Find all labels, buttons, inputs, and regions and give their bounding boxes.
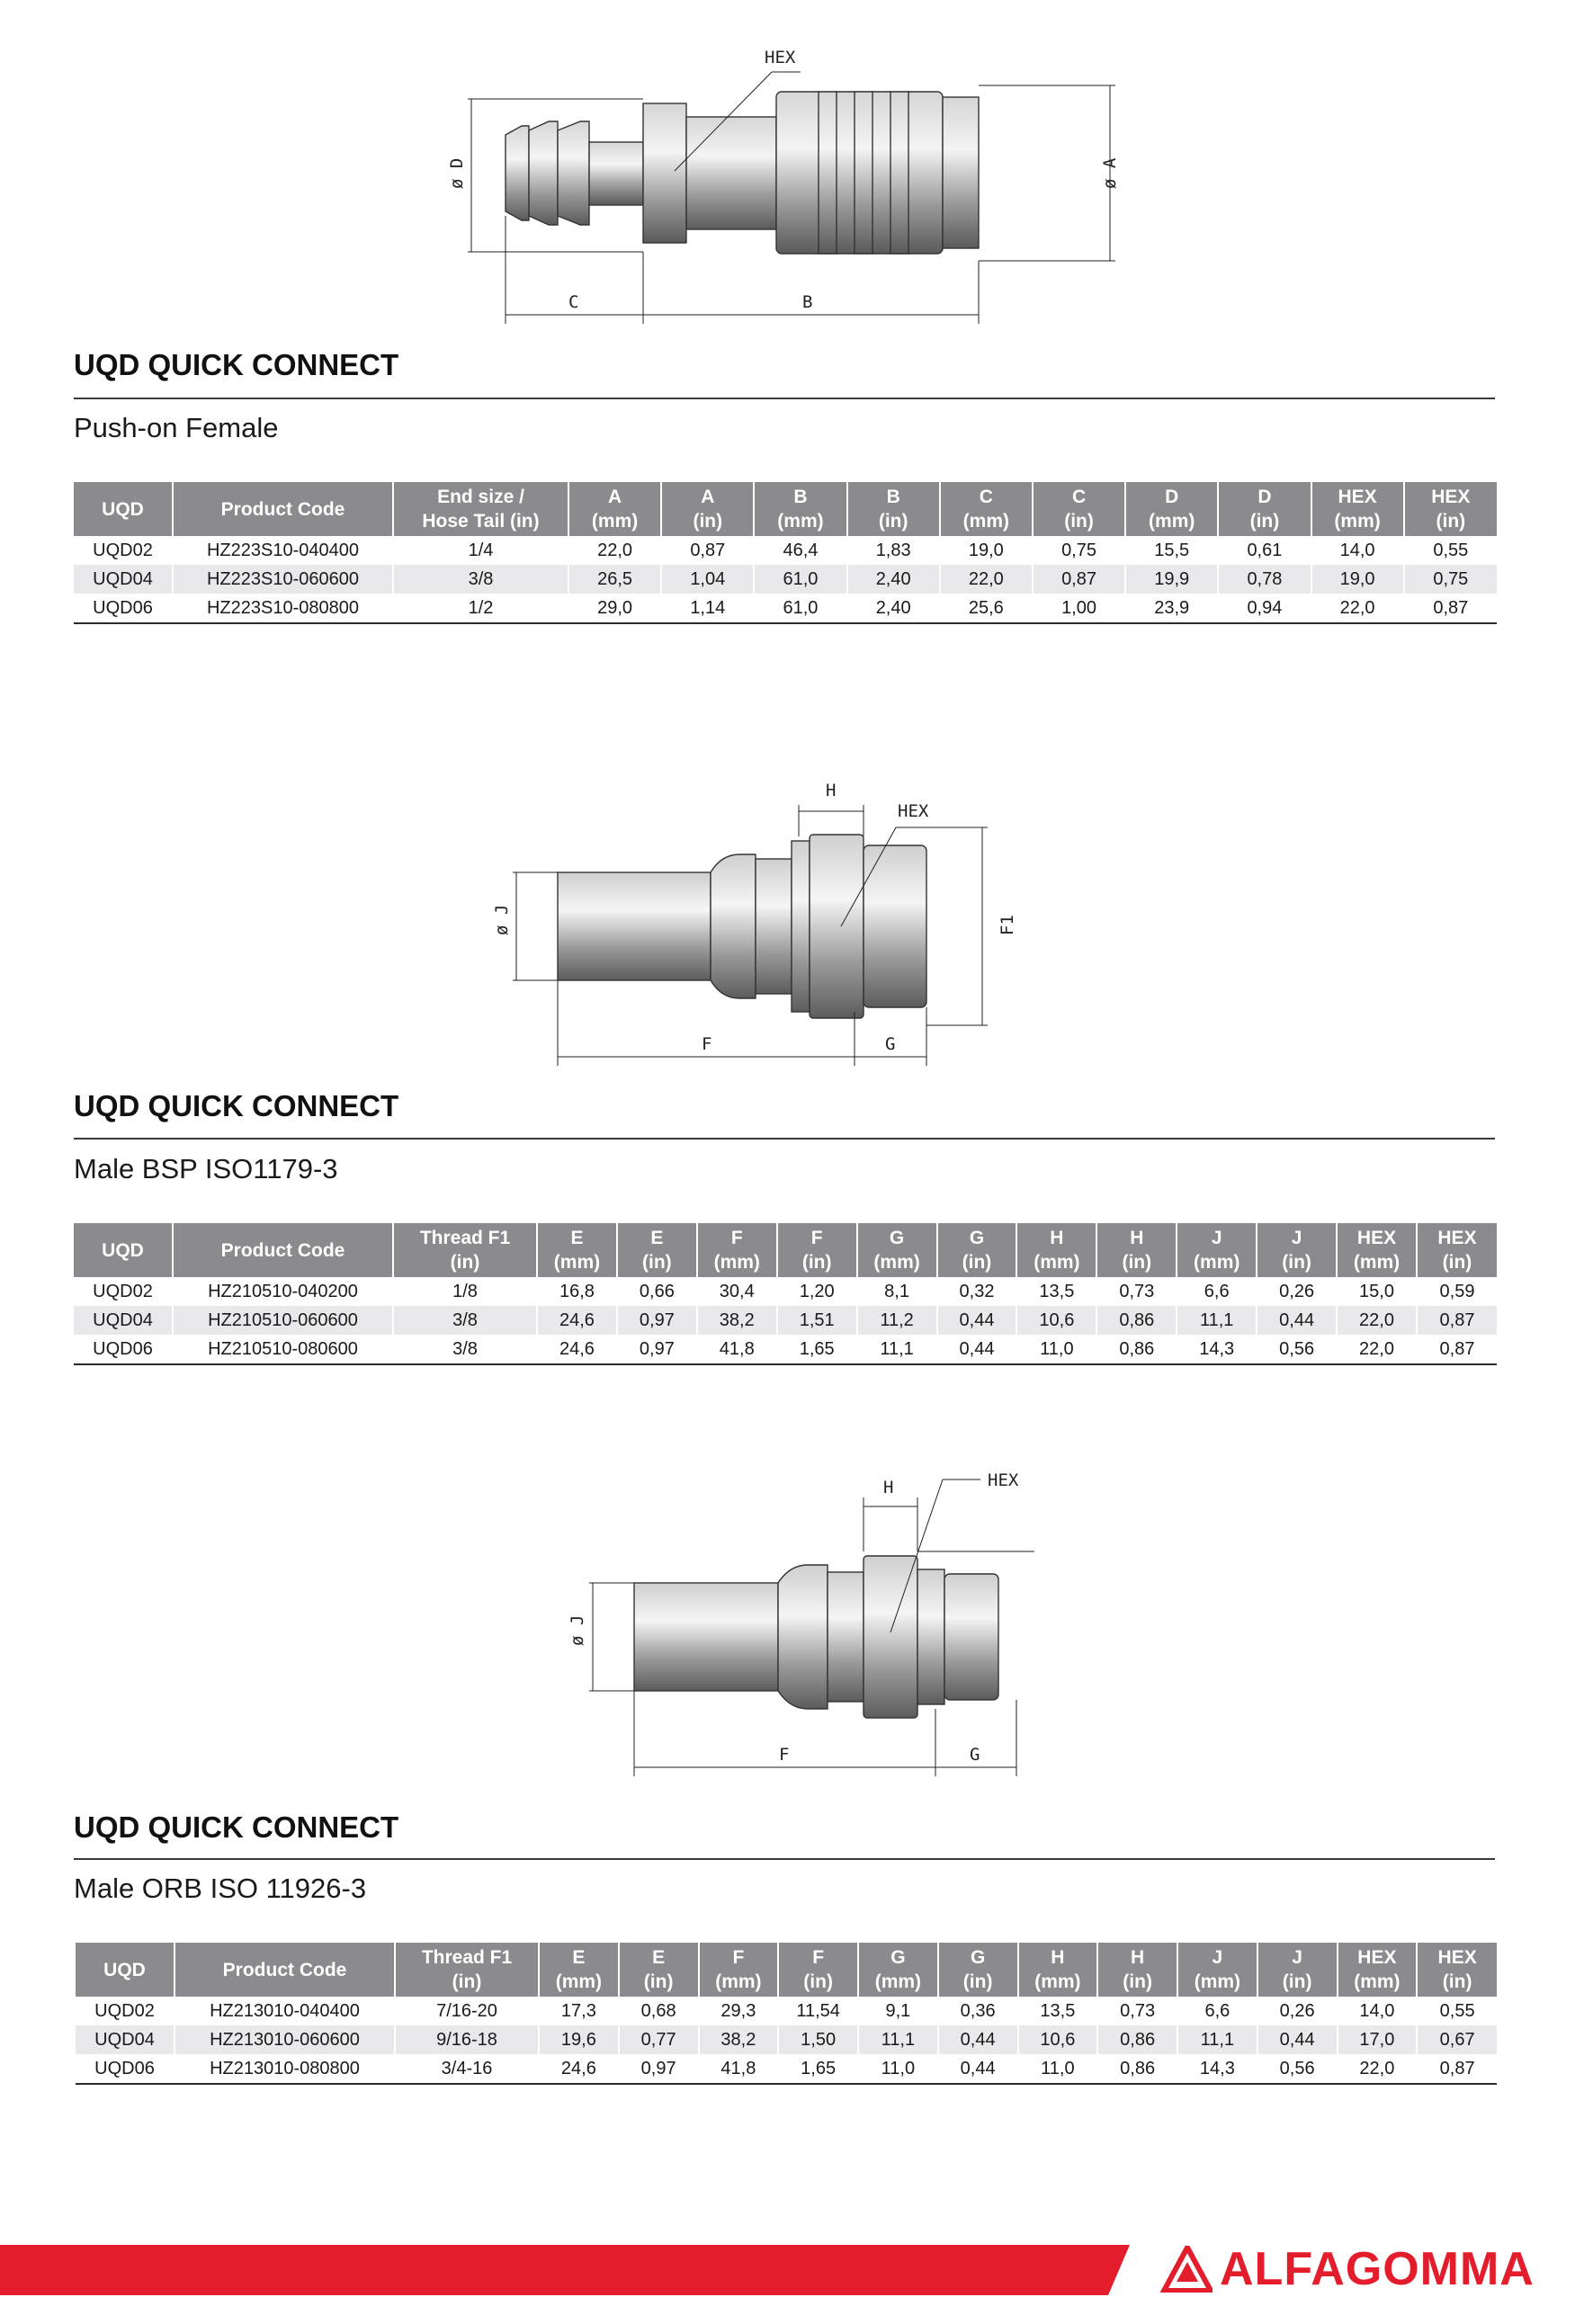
column-header-unit: (mm) [553, 1252, 601, 1273]
table-cell: 16,8 [537, 1277, 617, 1306]
table-cell: 0,86 [1097, 2054, 1177, 2084]
table-cell: HZ210510-080600 [173, 1335, 393, 1364]
column-header-name: H [1131, 1947, 1145, 1968]
column-header [1417, 1223, 1497, 1277]
b-label: B [802, 292, 813, 312]
table-cell: 1,83 [847, 536, 940, 565]
column-header [1337, 1223, 1417, 1277]
column-header [1177, 1223, 1257, 1277]
table-cell: 11,1 [857, 1335, 937, 1364]
column-header-name: Product Code [220, 1239, 345, 1261]
column-header [697, 1223, 777, 1277]
column-header [661, 482, 754, 536]
table-cell: 0,87 [1417, 2054, 1497, 2084]
h-label: H [883, 1478, 894, 1497]
section-3-rule [74, 1858, 1495, 1860]
column-header-unit: (in) [1123, 1971, 1152, 1992]
column-header-unit: (mm) [1354, 1971, 1401, 1992]
table-cell: UQD02 [76, 1997, 175, 2025]
table-cell: UQD06 [74, 594, 173, 623]
column-header-unit: (in) [642, 1252, 672, 1273]
table-cell: 29,3 [699, 1997, 779, 2025]
table-cell: 0,44 [1257, 1306, 1337, 1335]
hex-label: HEX [988, 1470, 1019, 1490]
table-cell: 3/8 [393, 565, 568, 594]
column-header-name: A [608, 487, 622, 507]
column-header [537, 1223, 617, 1277]
column-header [395, 1943, 539, 1997]
table-cell: 14,0 [1311, 536, 1404, 565]
table-cell: 0,87 [1417, 1335, 1497, 1364]
table-cell: 11,54 [778, 1997, 858, 2025]
table-cell: 0,44 [937, 1335, 1017, 1364]
table-cell: 11,0 [858, 2054, 938, 2084]
table-cell: 8,1 [857, 1277, 937, 1306]
column-header-name: UQD [102, 498, 144, 520]
table-cell: 61,0 [754, 594, 846, 623]
table-header-row [76, 1943, 1497, 1997]
j-label: ø J [568, 1614, 587, 1646]
column-header [617, 1223, 697, 1277]
column-header-name: Product Code [220, 498, 345, 520]
a-label: ø A [1100, 157, 1120, 189]
h-label: H [826, 781, 837, 800]
footer-band-shape [0, 2245, 1130, 2295]
column-header-unit: (in) [452, 1971, 482, 1992]
table-cell: 6,6 [1177, 1997, 1257, 2025]
section-1-title: UQD QUICK CONNECT [74, 348, 399, 381]
column-header-unit: (mm) [1194, 1971, 1241, 1992]
column-header-name: HEX [1356, 1228, 1397, 1248]
column-header-unit: Hose Tail (in) [422, 511, 540, 532]
column-header-unit: (mm) [713, 1252, 760, 1273]
table-cell: 0,87 [1417, 1306, 1497, 1335]
column-header [937, 1223, 1017, 1277]
table-row [74, 1335, 1497, 1364]
table-cell: 0,26 [1257, 1277, 1337, 1306]
column-header-name: F [732, 1947, 745, 1968]
column-header [1097, 1943, 1177, 1997]
column-header-unit: (in) [1436, 511, 1466, 532]
table-cell: 1/4 [393, 536, 568, 565]
column-header-name: HEX [1437, 1947, 1477, 1968]
table-row [76, 2054, 1497, 2084]
column-header-unit: (mm) [715, 1971, 762, 1992]
column-header-name: A [701, 487, 715, 507]
table-cell: 17,0 [1338, 2025, 1418, 2054]
table-cell: 11,0 [1018, 2054, 1098, 2084]
hex-label: HEX [898, 801, 929, 821]
table-cell: 0,97 [617, 1306, 697, 1335]
column-header-unit: (in) [693, 511, 723, 532]
column-header [938, 1943, 1018, 1997]
table-cell: 11,1 [858, 2025, 938, 2054]
table-cell: 22,0 [940, 565, 1033, 594]
table-cell: 3/4-16 [395, 2054, 539, 2084]
column-header [1033, 482, 1125, 536]
column-header-unit: (in) [1249, 511, 1280, 532]
column-header-name: HEX [1437, 1228, 1477, 1248]
table-cell: 11,1 [1177, 2025, 1257, 2054]
table-cell: 11,2 [857, 1306, 937, 1335]
column-header-name: G [890, 1947, 906, 1968]
column-header-name: G [970, 1947, 986, 1968]
table-cell: 41,8 [697, 1335, 777, 1364]
table-cell: 2,40 [847, 594, 940, 623]
column-header-unit: (in) [801, 1252, 832, 1273]
column-header [940, 482, 1033, 536]
table-cell: 22,0 [1338, 2054, 1418, 2084]
column-header-unit: (in) [1282, 1252, 1311, 1273]
table-cell: 0,73 [1096, 1277, 1177, 1306]
column-header-name: Product Code [222, 1959, 347, 1980]
column-header-name: E [650, 1228, 664, 1248]
column-header-name: UQD [102, 1239, 144, 1261]
column-header-name: UQD [103, 1959, 146, 1980]
column-header [1218, 482, 1311, 536]
column-header-name: F [810, 1228, 823, 1248]
column-header-unit: (mm) [1353, 1252, 1401, 1273]
table-cell: 22,0 [1337, 1335, 1417, 1364]
column-header [1404, 482, 1497, 536]
table-cell: 0,86 [1096, 1335, 1177, 1364]
table-cell: 1,51 [777, 1306, 857, 1335]
f-label: F [702, 1034, 712, 1054]
table-cell: 25,6 [940, 594, 1033, 623]
table-cell: 61,0 [754, 565, 846, 594]
table-cell: 13,5 [1018, 1997, 1098, 2025]
column-header-unit: (mm) [962, 511, 1010, 532]
section-1-rule [74, 398, 1495, 399]
column-header [1125, 482, 1218, 536]
table-row [76, 1997, 1497, 2025]
table-cell: 17,3 [539, 1997, 619, 2025]
column-header-unit: (mm) [777, 511, 824, 532]
column-header [76, 1943, 175, 1997]
table-header-row [74, 482, 1497, 536]
j-label: ø J [492, 904, 512, 935]
table-cell: 1,14 [661, 594, 754, 623]
g-label: G [970, 1745, 980, 1765]
column-header-unit: (mm) [555, 1971, 603, 1992]
column-header-name: H [1130, 1228, 1144, 1248]
column-header-unit: (mm) [873, 1252, 920, 1273]
table-cell: 1,04 [661, 565, 754, 594]
column-header-name: End size / [437, 487, 524, 507]
column-header [754, 482, 846, 536]
column-header-name: C [1071, 487, 1087, 507]
column-header-unit: (mm) [1194, 1252, 1240, 1273]
column-header [857, 1223, 937, 1277]
table-cell: 0,97 [617, 1335, 697, 1364]
table-cell: 19,0 [1311, 565, 1404, 594]
column-header [1096, 1223, 1177, 1277]
column-header-unit: (in) [803, 1971, 833, 1992]
section-2-title: UQD QUICK CONNECT [74, 1089, 399, 1122]
d-label: ø D [447, 157, 467, 189]
section-2-subtitle: Male BSP ISO1179-3 [74, 1153, 338, 1184]
column-header-name: F [730, 1228, 743, 1248]
column-header-name: HEX [1338, 487, 1377, 507]
table-row [74, 1277, 1497, 1306]
table-cell: HZ210510-060600 [173, 1306, 393, 1335]
table-cell: 0,55 [1439, 2000, 1475, 2021]
table-cell: 38,2 [697, 1306, 777, 1335]
table-row [74, 565, 1497, 594]
column-header-name: G [889, 1228, 905, 1248]
column-header-name: HEX [1431, 487, 1471, 507]
table-cell: 0,77 [619, 2025, 699, 2054]
table-cell: 0,44 [937, 1306, 1017, 1335]
table-cell: 0,36 [938, 1997, 1018, 2025]
male-bsp-table [74, 1223, 1497, 1365]
column-header-name: D [1257, 487, 1272, 507]
table-row [74, 536, 1497, 565]
table-row [74, 1306, 1497, 1335]
table-cell: 0,75 [1033, 536, 1125, 565]
male-orb-table [76, 1943, 1497, 2085]
column-header [777, 1223, 857, 1277]
table-cell: 0,66 [617, 1277, 697, 1306]
table-cell: 0,44 [938, 2054, 1018, 2084]
column-header [858, 1943, 938, 1997]
table-cell: UQD02 [74, 1277, 173, 1306]
table-cell: 0,78 [1218, 565, 1311, 594]
column-header-unit: (in) [1064, 511, 1094, 532]
table-cell: 3/8 [393, 1306, 537, 1335]
column-header [1257, 1943, 1338, 1997]
table-cell: 14,3 [1177, 2054, 1257, 2084]
column-header-name: E [572, 1947, 586, 1968]
section-3-title: UQD QUICK CONNECT [74, 1810, 399, 1844]
table-cell: 13,5 [1016, 1277, 1096, 1306]
table-cell: 0,75 [1404, 565, 1497, 594]
column-header-name: Thread F1 [421, 1947, 513, 1968]
table-cell: 19,6 [539, 2025, 619, 2054]
column-header [539, 1943, 619, 1997]
column-header-unit: (in) [962, 1971, 993, 1992]
table-cell: 19,9 [1125, 565, 1218, 594]
table-cell: 0,94 [1218, 594, 1311, 623]
table-cell: 1/2 [393, 594, 568, 623]
table-cell: 10,6 [1018, 2025, 1098, 2054]
brand-name: ALFAGOMMA [1220, 2243, 1535, 2295]
column-header [1257, 1223, 1337, 1277]
column-header-unit: (in) [878, 511, 908, 532]
column-header-unit: (mm) [1034, 1971, 1081, 1992]
column-header [847, 482, 940, 536]
table-cell: HZ223S10-040400 [173, 536, 393, 565]
column-header [74, 1223, 173, 1277]
hex-label: HEX [765, 48, 796, 67]
table-cell: 22,0 [568, 536, 661, 565]
column-header-name: J [1212, 1947, 1223, 1968]
table-cell: 0,44 [1257, 2025, 1338, 2054]
column-header [1018, 1943, 1098, 1997]
table-cell: 9,1 [858, 1997, 938, 2025]
column-header [1177, 1943, 1257, 1997]
push-on-female-table [74, 482, 1497, 624]
column-header-unit: (in) [962, 1252, 992, 1273]
male-bsp-drawing [486, 755, 1043, 1079]
column-header-name: E [652, 1947, 666, 1968]
column-header-unit: (in) [450, 1252, 480, 1273]
table-cell: 23,9 [1125, 594, 1218, 623]
table-cell: 7/16-20 [395, 1997, 539, 2025]
table-cell: 0,56 [1257, 2054, 1338, 2084]
column-header [393, 1223, 537, 1277]
column-header-name: B [886, 487, 900, 507]
male-orb-drawing [558, 1448, 1061, 1790]
table-row [76, 2025, 1497, 2054]
column-header-unit: (mm) [874, 1971, 922, 1992]
section-2-rule [74, 1138, 1495, 1140]
column-header-name: J [1211, 1228, 1222, 1248]
table-cell: HZ223S10-060600 [173, 565, 393, 594]
column-header [393, 482, 568, 536]
table-cell: 14,0 [1338, 1997, 1418, 2025]
table-cell: UQD04 [74, 565, 173, 594]
table-cell: 24,6 [537, 1306, 617, 1335]
table-cell: 15,5 [1125, 536, 1218, 565]
table-header-row [74, 1223, 1497, 1277]
push-on-female-drawing [432, 36, 1151, 333]
table-cell: 46,4 [754, 536, 846, 565]
table-cell: 0,56 [1257, 1335, 1337, 1364]
table-cell: 0,86 [1097, 2025, 1177, 2054]
column-header [74, 482, 173, 536]
table-cell: 29,0 [568, 594, 661, 623]
table-cell: 38,2 [699, 2025, 779, 2054]
table-cell: 14,3 [1177, 1335, 1257, 1364]
column-header-name: H [1051, 1947, 1065, 1968]
table-cell: 3/8 [393, 1335, 537, 1364]
column-header-name: E [570, 1228, 584, 1248]
table-cell: 0,55 [1433, 540, 1469, 560]
table-cell: 15,0 [1337, 1277, 1417, 1306]
table-cell: 11,0 [1016, 1335, 1096, 1364]
table-cell: 0,73 [1097, 1997, 1177, 2025]
table-cell: HZ213010-080800 [175, 2054, 395, 2084]
column-header-name: C [979, 487, 993, 507]
table-cell: 1,00 [1033, 594, 1125, 623]
table-cell: UQD04 [74, 1306, 173, 1335]
table-cell: 0,44 [938, 2025, 1018, 2054]
table-cell: UQD06 [76, 2054, 175, 2084]
column-header-name: B [793, 487, 808, 507]
column-header [778, 1943, 858, 1997]
table-row [74, 594, 1497, 623]
section-1-subtitle: Push-on Female [74, 412, 279, 443]
column-header [175, 1943, 395, 1997]
table-cell: 24,6 [539, 2054, 619, 2084]
column-header [173, 482, 393, 536]
table-cell: 0,26 [1257, 1997, 1338, 2025]
column-header-unit: (mm) [1034, 1252, 1080, 1273]
table-cell: 0,61 [1218, 536, 1311, 565]
table-cell: HZ210510-040200 [173, 1277, 393, 1306]
table-cell: 0,67 [1417, 2025, 1497, 2054]
section-3-subtitle: Male ORB ISO 11926-3 [74, 1873, 367, 1904]
table-cell: 1,65 [778, 2054, 858, 2084]
column-header-unit: (mm) [591, 511, 639, 532]
table-cell: 0,68 [619, 1997, 699, 2025]
g-label: G [885, 1034, 896, 1054]
table-cell: 0,97 [619, 2054, 699, 2084]
column-header-name: HEX [1357, 1947, 1397, 1968]
column-header-name: J [1292, 1947, 1302, 1968]
column-header [699, 1943, 779, 1997]
table-cell: 1,50 [778, 2025, 858, 2054]
column-header-unit: (in) [1442, 1252, 1472, 1273]
column-header [1417, 1943, 1497, 1997]
column-header [1311, 482, 1404, 536]
column-header-unit: (mm) [1149, 511, 1195, 532]
table-cell: 0,87 [1404, 594, 1497, 623]
column-header-unit: (in) [1282, 1971, 1312, 1992]
column-header-name: Thread F1 [419, 1228, 511, 1248]
f-label: F [779, 1745, 790, 1765]
brand-logo [1160, 2241, 1535, 2297]
table-cell: 0,59 [1439, 1281, 1475, 1301]
table-cell: 10,6 [1016, 1306, 1096, 1335]
table-cell: HZ213010-060600 [175, 2025, 395, 2054]
table-cell: 1,20 [777, 1277, 857, 1306]
table-cell: 0,87 [661, 536, 754, 565]
table-cell: UQD02 [74, 536, 173, 565]
table-cell: 6,6 [1177, 1277, 1257, 1306]
table-cell: 0,86 [1096, 1306, 1177, 1335]
table-cell: 9/16-18 [395, 2025, 539, 2054]
column-header-unit: (mm) [1334, 511, 1381, 532]
table-cell: 26,5 [568, 565, 661, 594]
column-header-unit: (in) [643, 1971, 674, 1992]
column-header-unit: (in) [1442, 1971, 1472, 1992]
table-cell: UQD04 [76, 2025, 175, 2054]
table-cell: 24,6 [537, 1335, 617, 1364]
table-cell: 1,65 [777, 1335, 857, 1364]
c-label: C [568, 292, 579, 312]
column-header [173, 1223, 393, 1277]
column-header [1016, 1223, 1096, 1277]
column-header-name: H [1050, 1228, 1064, 1248]
column-header [1338, 1943, 1418, 1997]
f1-label: F1 [998, 915, 1017, 935]
column-header [568, 482, 661, 536]
table-cell: HZ213010-040400 [175, 1997, 395, 2025]
column-header-name: F [812, 1947, 825, 1968]
table-cell: 30,4 [697, 1277, 777, 1306]
column-header-name: J [1291, 1228, 1302, 1248]
table-cell: 41,8 [699, 2054, 779, 2084]
column-header-name: D [1165, 487, 1179, 507]
column-header-unit: (in) [1122, 1252, 1152, 1273]
column-header-name: G [969, 1228, 985, 1248]
column-header [619, 1943, 699, 1997]
table-cell: 0,32 [937, 1277, 1017, 1306]
table-cell: 1/8 [393, 1277, 537, 1306]
brand-mark-icon [1160, 2246, 1213, 2293]
table-cell: 22,0 [1337, 1306, 1417, 1335]
table-cell: 11,1 [1177, 1306, 1257, 1335]
table-cell: HZ223S10-080800 [173, 594, 393, 623]
table-cell: 2,40 [847, 565, 940, 594]
table-cell: 22,0 [1311, 594, 1404, 623]
table-cell: 0,87 [1033, 565, 1125, 594]
table-cell: 19,0 [940, 536, 1033, 565]
table-cell: UQD06 [74, 1335, 173, 1364]
